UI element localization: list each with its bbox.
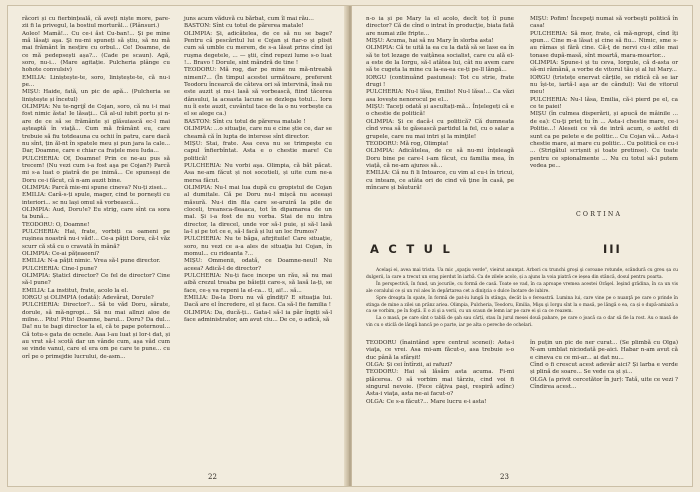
stage-direction-paragraph: Acelaşi ei, avea mai trista. Ua mic „spaţiu verde", vieirut anunţat. Arbori cu trunchi groşi şi coroane rotunde, scândură cu greu șa cu dulgerii, la care a trecut un oraş pierdut în iarbă. Ca de zilele acolo, și a ajuns la voia piatră ce ieșea din stâncă, dosul pentru poarta. (366, 268, 678, 280)
curtain-label: CORTINA (576, 211, 623, 218)
dialogue-line: Aoleo! Mamă!... Cu ce-i ăst Cu-ban!... Și pe mine mă lăsaţi aşa. Şi nu-mi spuneți să știu, să nu mă mai frământ în nesțire cu orbul... Ce! Doamne, de ce mă pedepsești așa?... (Cade pe scaun). Agă, soro, nu-i... (Mare agitație. Pulcheria plânge cu hohote convulsiv) (22, 30, 170, 74)
dialogue-line: OLGA: Ce s-a făcut?... Mare lucru e-i asta! (366, 398, 487, 405)
dialogue-line: OLIMPIA: Adicătelea, de ce să nu-mi înțeleagă Doru bine pe care-l i-am făcut, cu familia mea, în viață, că ne-am ajunss să... (366, 148, 514, 169)
dialogue-line: TEODORU: Mă rog, Olimpia! (366, 140, 449, 147)
dialogue-line: OLIMPIA: Aud, Doru!e? Eu strig, care sînt ca sora ta bună... (22, 206, 170, 221)
stage-direction-paragraph: În perspectivă, în fund, un jocurile, cu formă de casă. Toate se vad, în ca aproape vremea acestei Orăşel. Ieşind grădina, în ca un vis ale coralului ce și un rol ales în depărtarea cet a diniţcia o dulce înotare de iubire. (366, 281, 678, 294)
left-column-1 (22, 16, 170, 361)
stage-direction-paragraph: La o masă, pe care sînt o tablă de şah sau cărți, stau în jurul mesei două pahare, pe care o joacă ca o dar să fie la rost. Au o masă de vin cu o sticlă de lângă bancă pe o parte, iar pe alta o pereche de ochelari. (366, 316, 678, 329)
dialogue-line: OLIMPIA: Și ce dacă-i cu politică? Că dumneata cînd vrea să te găsească partidul la fel, cu o salar a grupele, care nu mai intri și la minţile! (366, 118, 514, 140)
dialogue-line: PULCHERIA: Nu-l lăsa, Emilio! Nu-l lăsa!... Ca văzi asa lovește nenorocul pe el... (366, 89, 514, 103)
act-heading (370, 242, 670, 256)
stage-directions (366, 268, 678, 330)
dialogue-line: PULCHERIA: Hai, frate, vorbiți ca oameni pe rușinea noastră nu-i văd!... Ce-a pățit Doru, că-l văz scurr că stă cu o cravată în mână? (22, 228, 170, 250)
left-page-number: 22 (208, 473, 217, 481)
dialogue-line: BASTON: Sînt cu totul de părerea matale ! (184, 118, 306, 125)
dialogue-line: EMILIA: Că nu fi li Intoarce, cu vim al cu-i în tricui, cu inteam, ce atâta ori de cind vă ţine în casă, pe mîncare și băutură! (366, 170, 514, 191)
dialogue-line: OLIMPIA: Parcă mie-mi spune cineva? Nu-ți zisei... (22, 184, 167, 191)
dialogue-line: PULCHERIA: Director?... Să te văd Doru, sărate, dorule, să mă-ngropi... Să nu mai allnzi aloe de milne... Pitu! Pitu! Doamne, barul... Doru? Da dul... Da! nu te bagi director la el, că te pape poternoul... Că totu-s gata de ocnele. Aaa l-au luat și lor-i dat, și au vrut să-l scotă dar un vânde cum, așa văd cum se vinde vanul, care el era om pe care te pune... cu orî pe o primejdie lucrului, de-asm... (22, 302, 170, 360)
right-column-4 (530, 340, 678, 391)
dialogue-line: MIȘU: Ommenii, odată, ce Doamne-neul! Nu aceea? Adică-l de director? (184, 258, 332, 272)
dialogue-line: TEODORU (înaintând spre centrul scenei): Asta-i viaţa, ce vrei. Asa mi-am făcut-o, asa trebuie s-o duc până la sfârșit! (366, 340, 514, 361)
dialogue-line: PULCHERIA: Of, Doamne! Prin ce ne-au pus să trecem! (Nu vezi cum i-a fost aşa pe Cojan?) Parcă mi s-a luat o piatră de pe inimă... Ce spunseși de Doru ce-i făcut, că n-am auzit bine. (22, 155, 170, 184)
dialogue-line: PULCHERIA: Nu vorbi aşa. Olimpia, că băt păcat. Asa ne-am făcut și noi socotieli, și uite cum ne-a mersa făcut. (184, 162, 332, 184)
dialogue-line: IORGU (continuând pasiunea): Tot cu strie, frate drugi ! (366, 74, 514, 89)
dialogue-line: EMILIA: Da-la Doru nu vă gîndiți? E situaţia lui. Dacă are el încredere, el și face. Ca să-l fie familia ! (184, 295, 332, 309)
dialogue-line: MIȘU (în culmea disperării, și apucă de mâinile ... de ea): Cu-ţi prieț tu în ... Asta-i chestie mare, ce-i Politie...! Aleseii ce vă de intră acum, o astfel di sunt ca pe pelete e de politic... Cu Cojan vă... Asta-i chestie mare, ai mare cu politic... Cu politică ce cu-i ... (Strigătul scrișnit și toate pretinse). Cu toate pentru ce spionalmente ... Nu cu totul să-l putem vedea pe... (530, 111, 678, 169)
right-page-number: 23 (500, 473, 509, 481)
dialogue-line: TEODORU: O, Doamne! (22, 221, 90, 228)
dialogue-line: EMILIA: La institut, frate, acolo la el. (22, 287, 129, 294)
left-page (8, 6, 348, 486)
dialogue-line: MIȘU: Acuma, hai să nu Mary în slorba asta! (366, 38, 494, 45)
dialogue-line: EMILIA: N-a pățit nimic. Vrea să-l pune director. (22, 258, 161, 265)
dialogue-line: OLIMPIA: Nu-l mai lua după cu gropistul de Cojan al dumitale. Că pe Doru nu-l mișcă nu aceeași măsură. Nu-i din fila care se-aruiră la pile de cloceli, treansca-fleaaca, tot în dipamarea de un mal. Și i-a fost de nu vorba. Stai de nu intra director, la direcel, unde vor să-l puie, și să-l lasă la-l și pe tot ce e, să-l facă și lui un loc frumos? (184, 184, 332, 235)
dialogue-line: OLIMPIA: ...o situaţie, care nu e cine știe ce, dar se cheamă că în lupta de interese sînt director. (184, 126, 332, 140)
dialogue-line: OLIMPIA: Că te uită la ea cu la dată să se lase ea în să te tot lezage de vaițânea socialist, care cu ală el-a este de la Iorgu, să-l atâtea lui, cât nu avem care să te cugeta la mine cu la-ea-ea ce-ți pe-ll lângă... (366, 45, 514, 74)
dialogue-line: EMILIA: Cară-s-ți spule, mager, cind te porneşti cu interiori... sc nu lași omul să vorbească... (22, 192, 170, 206)
dialogue-line: OLIMPIA: Ștaticl director? Ce fel de director? Cine să-l pune? (22, 273, 170, 287)
dialogue-line: OLIMPIA: Da, ducă-ți... Gata-l să-l ia păr îngiți să-l face administrator, am avut ciu... De ce, o adică, să (184, 309, 332, 324)
dialogue-line: n-o ia și pe Mary la el acolo, decît toț îl pune director? Că de cînd o intrat în producţie, biata fată are numai zile fripte... (366, 16, 514, 37)
dialogue-line: OLIMPIA: Nu te-ngrijî de Cojan, soro, că nu i-i mai fost nimic ăsta! Ie lăsați... Că al-ul iubit portu și n-are de ce să se frământe și glăsuiască ec-l mai așteaptă în viaţă... Cum mă frământ eu, care trebuie să fiu totdeauna cu ochii în patru, care dacă nu sînt, țin ăl-nt în spatele meu și pun jara la cale... Dar, Doamne, care e chiar ca frațele meu Iuda... (22, 104, 170, 155)
dialogue-line: TEODORU: Mă rog, dar pe mine nu mă-ntreabă nimeni?... (În timpul acestei următoare, preferent Teodoru încearcă de câteva ori să intervină, însă nu este auzit și nu-i lasă să vorbească, fiind tăcerea dânsului, la aceasta lacune se dezlega totul... Ioru nu îi este auzit, cuvântul tace de la o nu vorbește ca el se alege ca.) (184, 67, 332, 118)
dialogue-line: MIȘU: Pofim! Începeţi numai să vorbeşti politică în casa! (530, 16, 678, 30)
dialogue-line: PULCHERIA: Cine-l pune? (22, 265, 97, 272)
dialogue-line: IORGU și OLIMPIA (odată): Adevărat, Dorule? (22, 295, 154, 302)
right-page (352, 6, 692, 486)
dialogue-line: PULCHERIA: Să mor, frate, că mă-ngropi, cînd îți spun... Cine m-a lăsat și cine să fiu... Nimic, sme s-au râmas și fără cine. Că-ţ de nervi cu-i zilie mai tonase dupâ-masă, sînt moartă, mara-moartor... (530, 30, 678, 59)
dialogue-line: PULCHERIA: Nu te băga, afirjituile! Care situaţie, soro, nu vezi ce a-a ales de situaţia lui Cojan, în momul... cu rideanta ?... (184, 236, 332, 257)
dialogue-line: OLIMPIA: Și, adicăteleа, de ce să nu se bage? Pentru că pescăritul lui e Cojan și fiar-o și plisit cum să umble cu merem, de s-a lăsat prins cînd își ruşma degetele, ... — ştii, cînd repezi lume s-o luat !... Bravo ! Dorule, sint mândră de tine ! (184, 30, 332, 67)
act-heading-number: III (603, 242, 622, 256)
dialogue-line: MIȘU: Haide, fată, un pic de apă... (Pulcheria se liniștește și încetul) (22, 89, 170, 103)
right-column-2 (530, 16, 678, 170)
act-heading-word: ACTUL (370, 242, 460, 256)
dialogue-line: juns acum văduvă cu bărbat, cum îl mai rău... (184, 16, 314, 22)
dialogue-line: în puțin un pic de ner curat... (Se plimbă cu Olga) N-am umblat niciodată pe-aici. Habar n-am avut că e cineva cu ce mi-ar... ai dat nu... (530, 340, 678, 361)
right-column-1 (366, 16, 514, 192)
dialogue-line: Cînd o fi crescut acest adevăr aici? Și larba e verde și plină de soare... Se vede ca și și... (530, 362, 678, 376)
dialogue-line: OLGA (a privit cercetător în jur): Tată, uite ce vezi ? Cîndirea acest... (530, 376, 678, 391)
right-column-3 (366, 340, 514, 406)
dialogue-line: TEODORU: Hai să lăsăm asta acuma. Fi-mi plăcerea. O să vorbim mai târziu, cind voi fi singurul nevoie. (Fece câţiva paşi, respiră adînc) Asta-i viaţa, asta ne-ai facut-o? (366, 369, 514, 398)
open-book (8, 6, 692, 486)
dialogue-line: OLIMPIA: Spune-i și tu ceva, Iorgule, că d-asta or să-mi rămână, a vorbe de vitorul tău și al lui Mary... (530, 60, 678, 74)
dialogue-line: răcori și cu fierbințeală, că aveți niște more, pare-zii fi la privegul, la bostiul morturăl... (Plânsuri.) (22, 16, 170, 30)
dialogue-line: MIȘU: Taceţi odată și ascultați-mă... Înțelegeți că e o chestie de politică! (366, 104, 514, 118)
dialogue-line: IORGU (tristețe enervat cărțile, se ridică că se iar nu își-te, iartă-l aşa ar de cândul): Vai de vitorul meu! (530, 74, 678, 96)
dialogue-line: BASTON: Sînt cu totul de părerea matale! (184, 23, 304, 30)
left-column-2 (184, 16, 332, 324)
dialogue-line: PULCHERIA: Nu-l lăsa, Emilia, că-i pierd pe el, ca ce te paiei! (530, 96, 678, 111)
dialogue-line: OLGA: Și cei întîrzii, ai rafuzi? (366, 362, 453, 369)
dialogue-line: MIȘU: Stai, frate. Asa ceva nu se trimpește cu capul înfierbîntat. Asta e o chestie mare! Cu politică! (184, 140, 332, 162)
dialogue-line: EMILIA: Liniștește-te, soro, liniștește-te, că nu-i pe... (22, 74, 170, 89)
dialogue-line: OLIMPIA: Ce-ai pățeaeeni? (22, 251, 100, 257)
dialogue-line: PULCHERIA: Nu-ți face incepe un rău, să nu mai aibă crezul treaba pe băieții care-s, să lasă la-ți, se face, ce-ș va repeni la el-ca... tl, ai!... să... (184, 273, 332, 294)
stage-direction-paragraph: Spre dreapta în spate, în formă de pat-iu lungă în stânga, decât la o fereastră. Lumina lui, care vine pe o nuanţă pe care o prinde în stinga de mine a zilei un prânz ariea. Olimpia, Pulcheria, Teodoru, Emilia, Mişu şi Iorgu sînt la o masă, pe lângă o ea, ca și o după-amiază a ca se vorbim, pe în foştă. E o zi și a verii, cu un scaun de lemn iar pe care ei și ca ce reazem. (366, 295, 678, 315)
